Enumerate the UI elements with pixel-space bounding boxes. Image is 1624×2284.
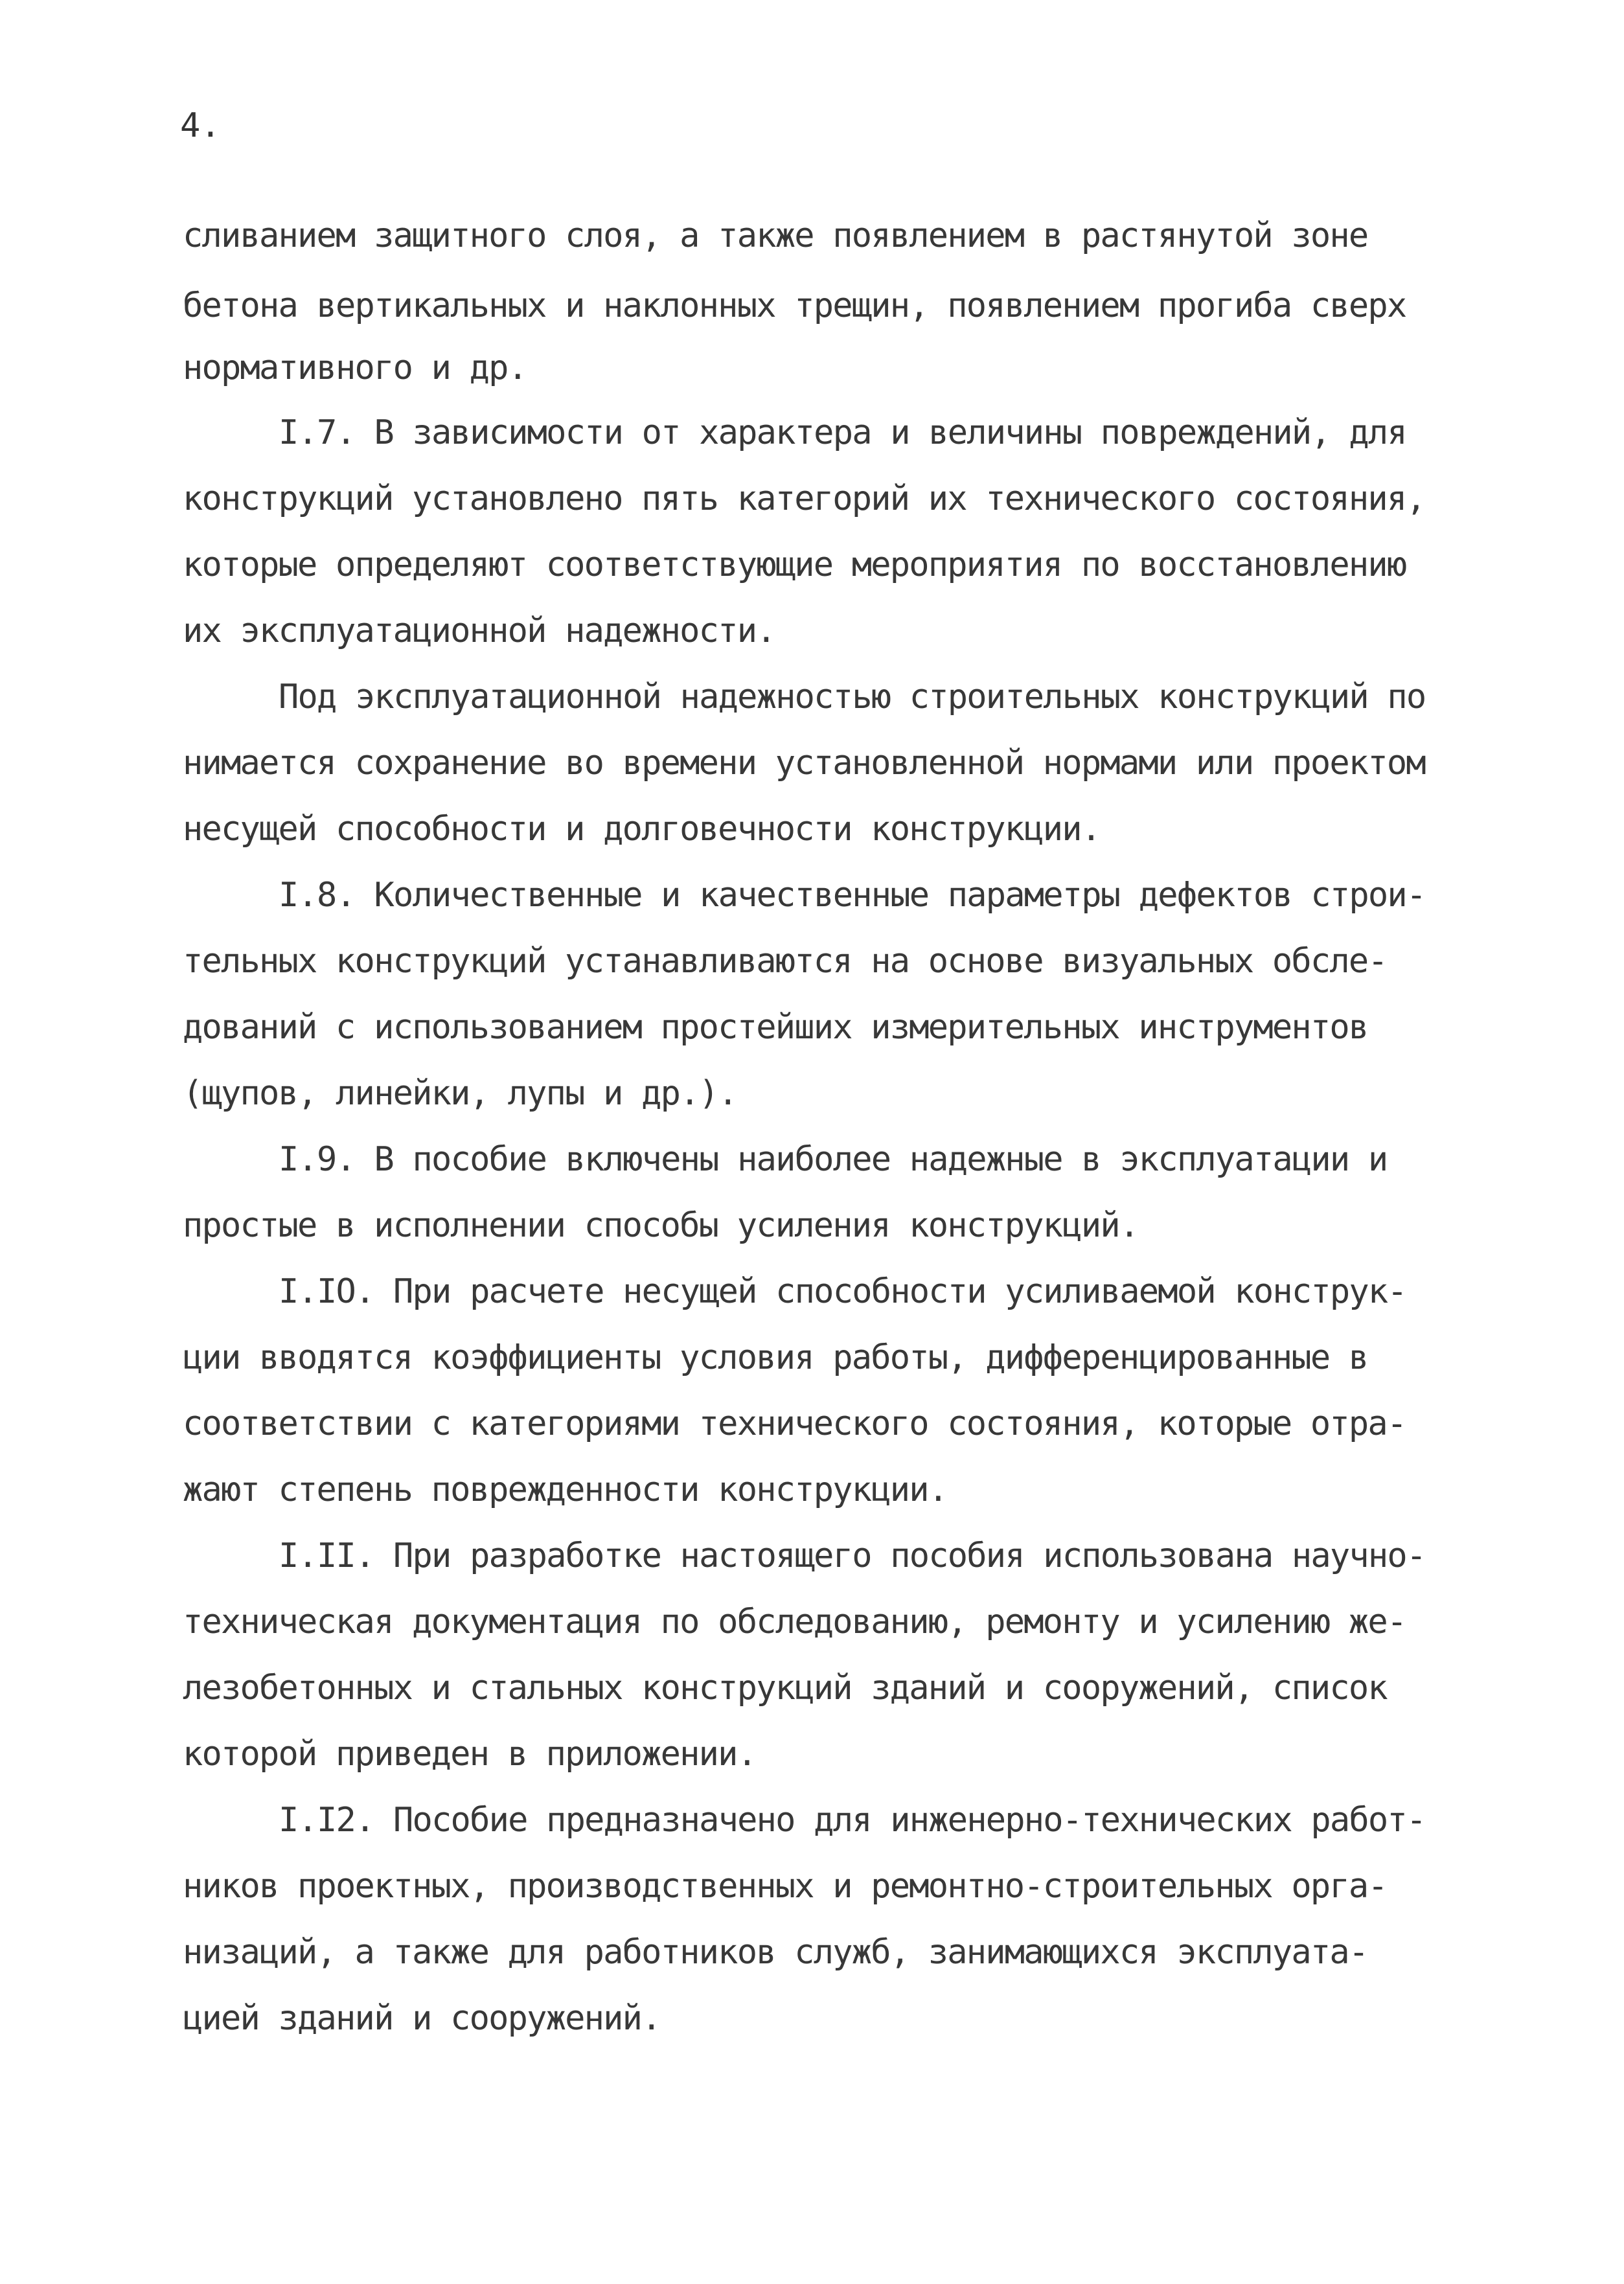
text-line: сливанием защитного слоя, а также появлением в растянутой зоне	[183, 216, 1368, 255]
text-line: которой приведен в приложении.	[183, 1735, 757, 1774]
text-line: техническая документация по обследованию, ремонту и усилению же-	[183, 1603, 1406, 1641]
text-line: низаций, а также для работников служб, занимающихся эксплуата-	[183, 1933, 1368, 1972]
text-line: соответствии с категориями технического состояния, которые отра-	[183, 1404, 1406, 1443]
text-line: ции вводятся коэффициенты условия работы, дифференцированные в	[183, 1338, 1368, 1377]
paragraph-1-9-first-line: I.9. В пособие включены наиболее надежные в эксплуатации и	[279, 1140, 1388, 1179]
text-line: тельных конструкций устанавливаются на основе визуальных обсле-	[183, 942, 1387, 981]
text-line: лезобетонных и стальных конструкций зданий и сооружений, список	[183, 1669, 1387, 1707]
text-line: бетона вертикальных и наклонных трещин, появлением прогиба сверх	[183, 286, 1406, 325]
text-line: которые определяют соответствующие мероприятия по восстановлению	[183, 545, 1406, 584]
text-line: жают степень поврежденности конструкции.	[183, 1470, 948, 1509]
paragraph-1-8-first-line: I.8. Количественные и качественные параметры дефектов строи-	[279, 876, 1426, 915]
text-line: ников проектных, производственных и ремонтно-строительных орга-	[183, 1867, 1387, 1906]
paragraph-1-12-first-line: I.I2. Пособие предназначено для инженерно-технических работ-	[279, 1801, 1426, 1840]
page-number: 4.	[180, 106, 221, 145]
paragraph-definition-first-line: Под эксплуатационной надежностью строительных конструкций по	[279, 678, 1426, 716]
text-line: их эксплуатационной надежности.	[183, 611, 775, 650]
text-line: конструкций установлено пять категорий их технического состояния,	[183, 479, 1425, 518]
text-line: (щупов, линейки, лупы и др.).	[183, 1074, 737, 1113]
paragraph-1-11-first-line: I.II. При разработке настоящего пособия использована научно-	[279, 1536, 1426, 1575]
text-line: нормативного и др.	[183, 348, 527, 387]
paragraph-1-7-first-line: I.7. В зависимости от характера и величины повреждений, для	[279, 413, 1406, 452]
paragraph-1-10-first-line: I.IO. При расчете несущей способности усиливаемой конструк-	[279, 1272, 1406, 1311]
text-line: простые в исполнении способы усиления конструкций.	[183, 1206, 1139, 1245]
text-line: цией зданий и сооружений.	[183, 1999, 661, 2038]
text-line: дований с использованием простейших измерительных инструментов	[183, 1008, 1368, 1047]
text-line: нимается сохранение во времени установленной нормами или проектом	[183, 744, 1425, 782]
text-line: несущей способности и долговечности конструкции.	[183, 810, 1101, 849]
